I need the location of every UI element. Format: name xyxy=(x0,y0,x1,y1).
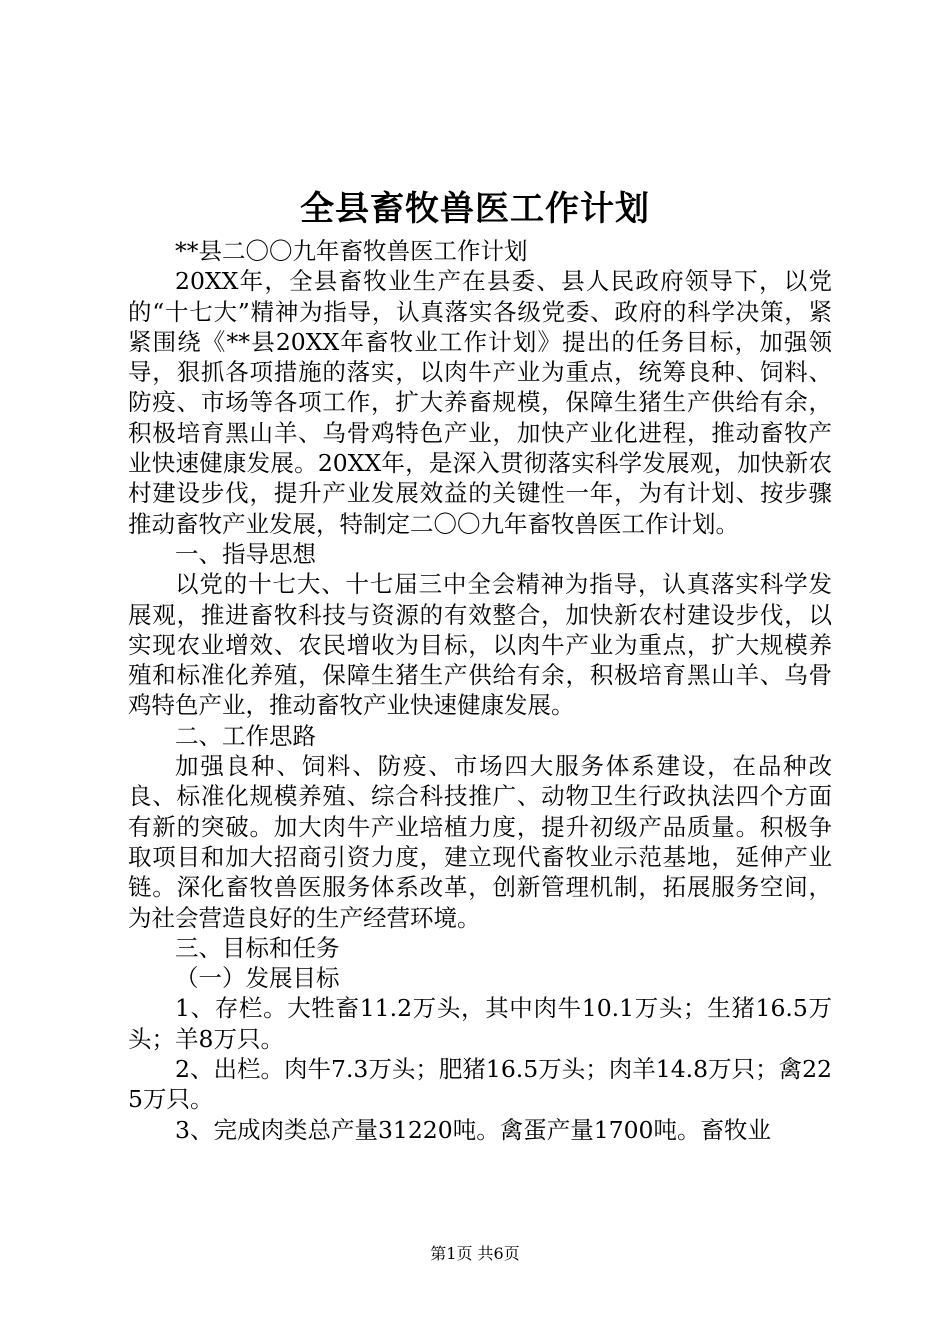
list-item-output: 2、出栏。肉牛7.3万头；肥猪16.5万头；肉羊14.8万只；禽225万只。 xyxy=(128,1055,832,1114)
list-item-meat-production: 3、完成肉类总产量31220吨。禽蛋产量1700吨。畜牧业 xyxy=(175,1115,772,1144)
section-heading-guiding-ideology: 一、指导思想 xyxy=(175,539,316,568)
paragraph-guiding-ideology: 以党的十七大、十七届三中全会精神为指导，认真落实科学发展观，推进畜牧科技与资源的有效整合，加快新农村建设步伐，以实现农业增效、农民增收为目标，以肉牛产业为重点，扩大规模养殖和标准化养殖，保障生猪生产供给有余，积极培育黑山羊、乌骨鸡特色产业，推动畜牧产业快速健康发展。 xyxy=(128,570,832,720)
paragraph-subtitle: **县二〇〇九年畜牧兽医工作计划 xyxy=(175,237,528,265)
section-heading-goals-tasks: 三、目标和任务 xyxy=(175,933,340,962)
subsection-heading-development-goals: （一）发展目标 xyxy=(175,964,340,993)
list-item-stock: 1、存栏。大牲畜11.2万头，其中肉牛10.1万头；生猪16.5万头；羊8万只。 xyxy=(128,994,832,1053)
document-title: 全县畜牧兽医工作计划 xyxy=(300,189,650,229)
section-heading-work-approach: 二、工作思路 xyxy=(175,721,316,750)
page-number-footer: 第1页 共6页 xyxy=(430,1244,520,1263)
paragraph-work-approach: 加强良种、饲料、防疫、市场四大服务体系建设，在品种改良、标准化规模养殖、综合科技推广、动物卫生行政执法四个方面有新的突破。加大肉牛产业培植力度，提升初级产品质量。积极争取项目和加大招商引资力度，建立现代畜牧业示范基地，延伸产业链。深化畜牧兽医服务体系改革，创新管理机制，拓展服务空间，为社会营造良好的生产经营环境。 xyxy=(128,752,832,932)
document-body xyxy=(128,236,832,1145)
paragraph-intro: 20XX年，全县畜牧业生产在县委、县人民政府领导下，以党的“十七大”精神为指导，认真落实各级党委、政府的科学决策，紧紧围绕《**县20XX年畜牧业工作计划》提出的任务目标，加强领导，狠抓各项措施的落实，以肉牛产业为重点，统筹良种、饲料、防疫、市场等各项工作，扩大养畜规模，保障生猪生产供给有余，积极培育黑山羊、乌骨鸡特色产业，加快产业化进程，推动畜牧产业快速健康发展。20XX年，是深入贯彻落实科学发展观，加快新农村建设步伐，提升产业发展效益的关键性一年，为有计划、按步骤推动畜牧产业发展，特制定二〇〇九年畜牧兽医工作计划。 xyxy=(128,267,832,538)
